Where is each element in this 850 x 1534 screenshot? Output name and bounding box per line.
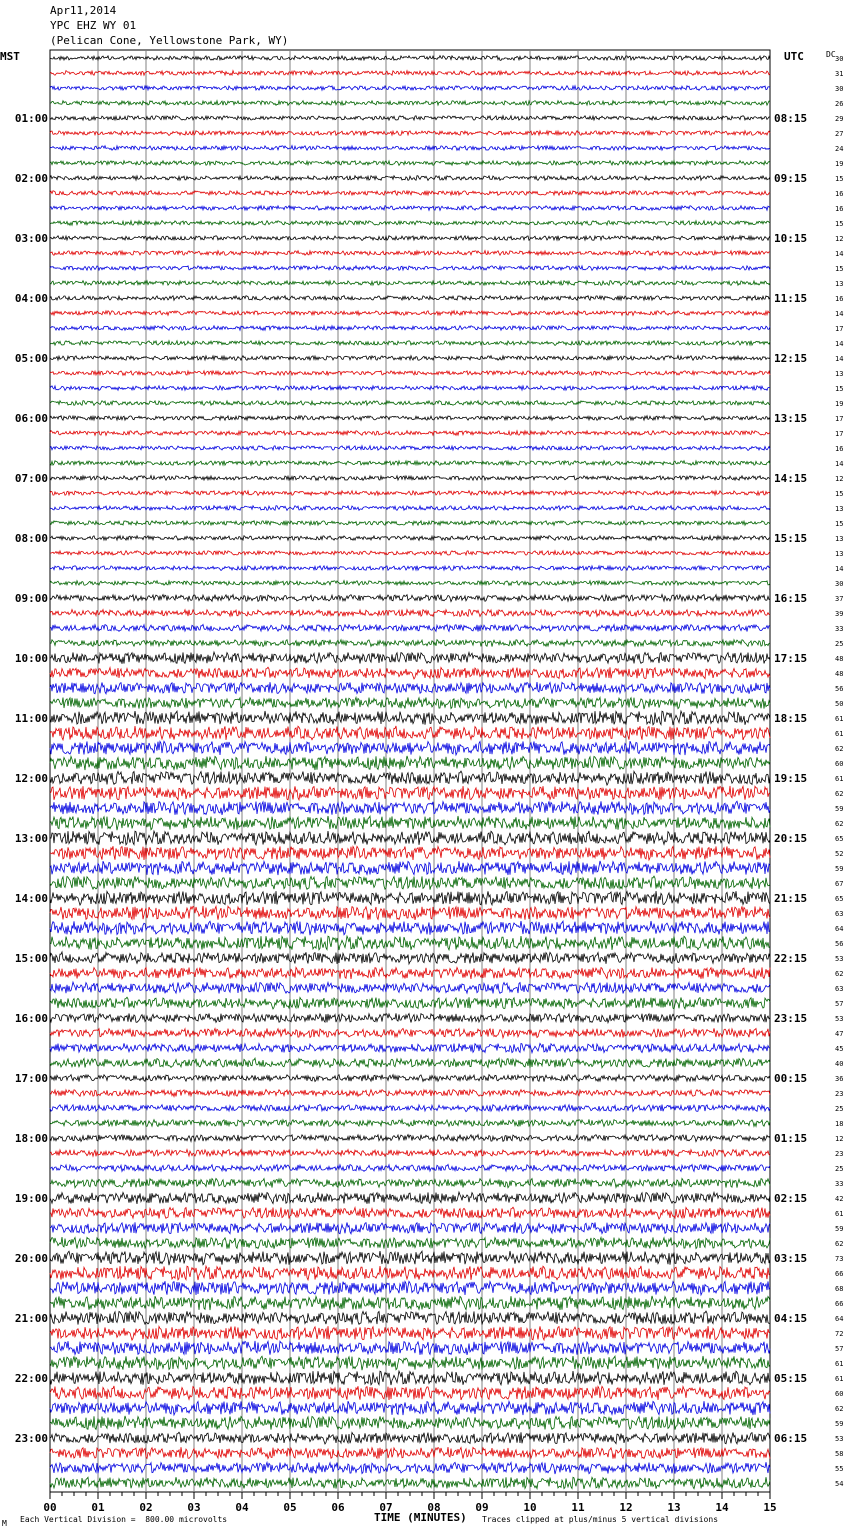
dc-offset-label: 56 [835, 685, 844, 693]
seismic-trace [50, 476, 770, 481]
dc-offset-label: 52 [835, 850, 844, 858]
mst-hour-label: 07:00 [14, 472, 48, 485]
dc-offset-label: 59 [835, 1420, 844, 1428]
mst-hour-label: 18:00 [14, 1132, 48, 1145]
dc-offset-label: 15 [835, 385, 844, 393]
dc-offset-label: 61 [835, 1375, 844, 1383]
chart-station: YPC EHZ WY 01 [50, 19, 137, 32]
dc-offset-label: 15 [835, 520, 844, 528]
dc-offset-label: 73 [835, 1255, 844, 1263]
dc-offset-label: 18 [835, 1120, 844, 1128]
seismic-trace [50, 206, 770, 211]
x-tick-label: 09 [475, 1501, 489, 1514]
dc-offset-label: 25 [835, 1105, 844, 1113]
dc-offset-label: 59 [835, 865, 844, 873]
seismic-trace [50, 521, 770, 526]
seismic-trace [50, 341, 770, 346]
mst-hour-label: 22:00 [14, 1372, 48, 1385]
utc-hour-label: 19:15 [774, 772, 808, 785]
x-tick-label: 08 [427, 1501, 441, 1514]
seismic-trace [50, 936, 770, 950]
seismic-trace [50, 581, 770, 586]
seismic-trace [50, 296, 770, 301]
utc-hour-label: 23:15 [774, 1012, 808, 1025]
utc-hour-label: 08:15 [774, 112, 808, 125]
seismic-trace [50, 506, 770, 511]
mst-hour-label: 01:00 [14, 112, 48, 125]
dc-offset-label: 53 [835, 1435, 844, 1443]
seismic-trace [50, 461, 770, 466]
dc-offset-label: 13 [835, 535, 844, 543]
seismic-trace [50, 161, 770, 166]
dc-offset-label: 54 [835, 1480, 844, 1488]
dc-offset-label: 64 [835, 1315, 844, 1323]
dc-offset-label: 19 [835, 160, 844, 168]
chart-location: (Pelican Cone, Yellowstone Park, WY) [50, 34, 289, 47]
seismic-trace [50, 1296, 770, 1310]
seismic-trace [50, 1311, 770, 1325]
dc-offset-label: 62 [835, 1405, 844, 1413]
utc-hour-label: 00:15 [774, 1072, 808, 1085]
dc-offset-label: 27 [835, 130, 844, 138]
utc-hour-label: 11:15 [774, 292, 808, 305]
dc-offset-label: 57 [835, 1000, 844, 1008]
seismic-trace [50, 786, 770, 800]
dc-offset-label: 31 [835, 70, 844, 78]
seismic-trace [50, 846, 770, 860]
dc-offset-label: 55 [835, 1465, 844, 1473]
right-timezone-label: UTC [784, 50, 804, 63]
dc-offset-label: 61 [835, 1360, 844, 1368]
dc-offset-label: 53 [835, 1015, 844, 1023]
seismic-trace [50, 667, 770, 679]
dc-offset-label: 59 [835, 805, 844, 813]
seismic-trace [50, 566, 770, 571]
dc-offset-label: 36 [835, 1075, 844, 1083]
dc-offset-label: 62 [835, 1240, 844, 1248]
seismic-trace [50, 640, 770, 647]
seismic-trace [50, 1281, 770, 1295]
dc-offset-label: 19 [835, 400, 844, 408]
dc-offset-label: 16 [835, 190, 844, 198]
mst-hour-label: 20:00 [14, 1252, 48, 1265]
dc-offset-label: 14 [835, 355, 844, 363]
seismic-trace [50, 1222, 770, 1234]
dc-offset-label: 59 [835, 1225, 844, 1233]
utc-hour-label: 15:15 [774, 532, 808, 545]
seismic-trace [50, 1266, 770, 1280]
seismic-trace [50, 86, 770, 91]
dc-offset-label: 16 [835, 205, 844, 213]
seismic-trace [50, 1432, 770, 1444]
mst-hour-label: 13:00 [14, 832, 48, 845]
dc-offset-label: 14 [835, 310, 844, 318]
dc-offset-label: 14 [835, 340, 844, 348]
utc-hour-label: 17:15 [774, 652, 808, 665]
x-tick-label: 11 [571, 1501, 585, 1514]
seismic-trace [50, 281, 770, 286]
seismic-trace [50, 1356, 770, 1370]
seismic-trace [50, 771, 770, 785]
mst-hour-label: 03:00 [14, 232, 48, 245]
seismic-trace [50, 116, 770, 121]
dc-offset-label: 56 [835, 940, 844, 948]
seismic-trace [50, 1043, 770, 1052]
seismic-trace [50, 1462, 770, 1474]
seismic-trace [50, 652, 770, 664]
seismic-trace [50, 56, 770, 61]
utc-hour-label: 20:15 [774, 832, 808, 845]
seismic-trace [50, 697, 770, 709]
dc-offset-label: 57 [835, 1345, 844, 1353]
dc-offset-label: 33 [835, 1180, 844, 1188]
dc-offset-label: 47 [835, 1030, 844, 1038]
seismic-trace [50, 1135, 770, 1142]
dc-offset-label: 60 [835, 760, 844, 768]
dc-offset-label: 62 [835, 820, 844, 828]
dc-offset-label: 26 [835, 100, 844, 108]
seismic-trace [50, 416, 770, 421]
dc-offset-label: 12 [835, 1135, 844, 1143]
seismic-trace [50, 1192, 770, 1204]
seismic-trace [50, 1237, 770, 1249]
x-tick-label: 01 [91, 1501, 105, 1514]
dc-offset-label: 25 [835, 640, 844, 648]
mst-hour-label: 09:00 [14, 592, 48, 605]
dc-offset-label: 15 [835, 175, 844, 183]
dc-offset-label: 23 [835, 1090, 844, 1098]
x-tick-label: 06 [331, 1501, 345, 1514]
seismic-trace [50, 906, 770, 920]
dc-offset-label: 37 [835, 595, 844, 603]
seismic-trace [50, 921, 770, 935]
x-tick-label: 15 [763, 1501, 777, 1514]
dc-offset-label: 15 [835, 490, 844, 498]
seismic-trace [50, 1105, 770, 1112]
utc-hour-label: 06:15 [774, 1432, 808, 1445]
dc-offset-label: 25 [835, 1165, 844, 1173]
seismic-trace [50, 741, 770, 755]
dc-offset-label: 15 [835, 265, 844, 273]
seismic-trace [50, 146, 770, 151]
dc-offset-label: 64 [835, 925, 844, 933]
dc-offset-label: 63 [835, 910, 844, 918]
utc-hour-label: 13:15 [774, 412, 808, 425]
seismic-trace [50, 1207, 770, 1219]
dc-offset-label: 65 [835, 835, 844, 843]
x-tick-label: 10 [523, 1501, 537, 1514]
dc-offset-label: 13 [835, 550, 844, 558]
dc-offset-label: 48 [835, 655, 844, 663]
seismic-trace [50, 221, 770, 226]
dc-offset-label: 66 [835, 1300, 844, 1308]
dc-offset-label: 30 [835, 580, 844, 588]
seismic-trace [50, 1416, 770, 1430]
seismic-trace [50, 982, 770, 993]
dc-offset-label: 62 [835, 745, 844, 753]
seismic-trace [50, 1386, 770, 1400]
x-axis-label: TIME (MINUTES) [374, 1511, 467, 1524]
utc-hour-label: 12:15 [774, 352, 808, 365]
mst-hour-label: 02:00 [14, 172, 48, 185]
seismic-trace [50, 551, 770, 555]
seismic-trace [50, 1371, 770, 1385]
dc-offset-label: 60 [835, 1390, 844, 1398]
dc-offset-label: 12 [835, 235, 844, 243]
seismic-trace [50, 101, 770, 106]
mst-hour-label: 04:00 [14, 292, 48, 305]
seismic-trace [50, 1119, 770, 1126]
dc-offset-label: 14 [835, 460, 844, 468]
utc-hour-label: 05:15 [774, 1372, 808, 1385]
corner-mark: M [2, 1519, 7, 1528]
dc-offset-label: 53 [835, 955, 844, 963]
dc-label: DC [826, 50, 836, 59]
seismic-trace [50, 967, 770, 979]
dc-offset-label: 33 [835, 625, 844, 633]
dc-offset-label: 58 [835, 1450, 844, 1458]
seismic-trace [50, 610, 770, 617]
seismic-trace [50, 831, 770, 845]
dc-offset-label: 17 [835, 430, 844, 438]
x-tick-label: 00 [43, 1501, 57, 1514]
dc-offset-label: 15 [835, 220, 844, 228]
dc-offset-label: 39 [835, 610, 844, 618]
seismic-trace [50, 1013, 770, 1022]
seismic-trace [50, 1058, 770, 1068]
utc-hour-label: 04:15 [774, 1312, 808, 1325]
utc-hour-label: 22:15 [774, 952, 808, 965]
seismic-trace [50, 711, 770, 725]
seismic-trace [50, 1090, 770, 1097]
mst-hour-label: 06:00 [14, 412, 48, 425]
seismic-trace [50, 386, 770, 391]
dc-offset-label: 13 [835, 280, 844, 288]
scale-note: Each Vertical Division = 800.00 microvolts [20, 1515, 228, 1524]
dc-offset-label: 13 [835, 505, 844, 513]
seismic-trace [50, 1150, 770, 1157]
dc-offset-label: 29 [835, 115, 844, 123]
utc-hour-label: 16:15 [774, 592, 808, 605]
seismic-trace [50, 536, 770, 541]
seismic-trace [50, 595, 770, 602]
dc-offset-label: 65 [835, 895, 844, 903]
dc-offset-label: 42 [835, 1195, 844, 1203]
dc-offset-label: 14 [835, 565, 844, 573]
seismic-trace [50, 1179, 770, 1188]
utc-hour-label: 02:15 [774, 1192, 808, 1205]
seismic-trace [50, 311, 770, 316]
utc-hour-label: 03:15 [774, 1252, 808, 1265]
dc-offset-label: 14 [835, 250, 844, 258]
utc-hour-label: 01:15 [774, 1132, 808, 1145]
dc-offset-label: 67 [835, 880, 844, 888]
dc-offset-label: 61 [835, 775, 844, 783]
dc-offset-label: 62 [835, 970, 844, 978]
mst-hour-label: 17:00 [14, 1072, 48, 1085]
dc-offset-label: 62 [835, 790, 844, 798]
mst-hour-label: 05:00 [14, 352, 48, 365]
seismic-trace [50, 491, 770, 496]
seismic-trace [50, 1028, 770, 1037]
dc-offset-label: 40 [835, 1060, 844, 1068]
utc-hour-label: 21:15 [774, 892, 808, 905]
seismic-trace [50, 191, 770, 196]
utc-hour-label: 18:15 [774, 712, 808, 725]
utc-hour-label: 14:15 [774, 472, 808, 485]
dc-offset-label: 68 [835, 1285, 844, 1293]
seismic-trace [50, 401, 770, 406]
dc-offset-label: 45 [835, 1045, 844, 1053]
x-tick-label: 04 [235, 1501, 249, 1514]
dc-offset-label: 63 [835, 985, 844, 993]
seismic-trace [50, 176, 770, 181]
seismic-trace [50, 624, 770, 631]
dc-offset-label: 17 [835, 415, 844, 423]
utc-hour-label: 10:15 [774, 232, 808, 245]
seismic-trace [50, 371, 770, 376]
mst-hour-label: 16:00 [14, 1012, 48, 1025]
seismic-trace [50, 726, 770, 740]
seismic-trace [50, 952, 770, 964]
mst-hour-label: 10:00 [14, 652, 48, 665]
x-tick-label: 13 [667, 1501, 681, 1514]
mst-hour-label: 23:00 [14, 1432, 48, 1445]
seismic-trace [50, 682, 770, 694]
x-tick-label: 12 [619, 1501, 633, 1514]
dc-offset-label: 72 [835, 1330, 844, 1338]
dc-offset-label: 23 [835, 1150, 844, 1158]
clip-note: Traces clipped at plus/minus 5 vertical divisions [482, 1515, 719, 1524]
mst-hour-label: 15:00 [14, 952, 48, 965]
seismic-trace [50, 266, 770, 271]
seismic-trace [50, 431, 770, 436]
seismic-trace [50, 801, 770, 815]
seismic-trace [50, 446, 770, 451]
seismic-trace [50, 71, 770, 76]
seismic-trace [50, 1477, 770, 1489]
x-tick-label: 02 [139, 1501, 153, 1514]
mst-hour-label: 08:00 [14, 532, 48, 545]
mst-hour-label: 21:00 [14, 1312, 48, 1325]
dc-offset-label: 16 [835, 295, 844, 303]
seismic-trace [50, 251, 770, 256]
dc-offset-label: 48 [835, 670, 844, 678]
dc-offset-label: 61 [835, 715, 844, 723]
mst-hour-label: 14:00 [14, 892, 48, 905]
dc-offset-label: 24 [835, 145, 844, 153]
dc-offset-label: 61 [835, 730, 844, 738]
x-tick-label: 07 [379, 1501, 393, 1514]
mst-hour-label: 12:00 [14, 772, 48, 785]
seismic-trace [50, 1341, 770, 1355]
utc-hour-label: 09:15 [774, 172, 808, 185]
dc-offset-label: 50 [835, 700, 844, 708]
dc-offset-label: 13 [835, 370, 844, 378]
dc-offset-label: 30 [835, 55, 844, 63]
seismic-trace [50, 861, 770, 875]
seismic-trace [50, 1251, 770, 1265]
dc-offset-label: 30 [835, 85, 844, 93]
mst-hour-label: 19:00 [14, 1192, 48, 1205]
seismic-trace [50, 236, 770, 241]
seismic-trace [50, 1326, 770, 1340]
seismic-trace [50, 1401, 770, 1415]
dc-offset-label: 61 [835, 1210, 844, 1218]
seismic-trace [50, 756, 770, 770]
seismic-trace [50, 1447, 770, 1459]
chart-date: Apr11,2014 [50, 4, 117, 17]
seismic-trace [50, 816, 770, 830]
dc-offset-label: 16 [835, 445, 844, 453]
seismic-trace [50, 997, 770, 1009]
left-timezone-label: MST [0, 50, 20, 63]
mst-hour-label: 11:00 [14, 712, 48, 725]
dc-offset-label: 66 [835, 1270, 844, 1278]
seismic-trace [50, 1164, 770, 1171]
seismic-trace [50, 876, 770, 890]
seismic-trace [50, 1075, 770, 1082]
seismic-trace [50, 356, 770, 361]
x-tick-label: 14 [715, 1501, 729, 1514]
seismic-trace [50, 131, 770, 136]
dc-offset-label: 12 [835, 475, 844, 483]
seismic-trace [50, 326, 770, 331]
seismic-trace [50, 891, 770, 905]
x-tick-label: 03 [187, 1501, 201, 1514]
dc-offset-label: 17 [835, 325, 844, 333]
x-tick-label: 05 [283, 1501, 297, 1514]
